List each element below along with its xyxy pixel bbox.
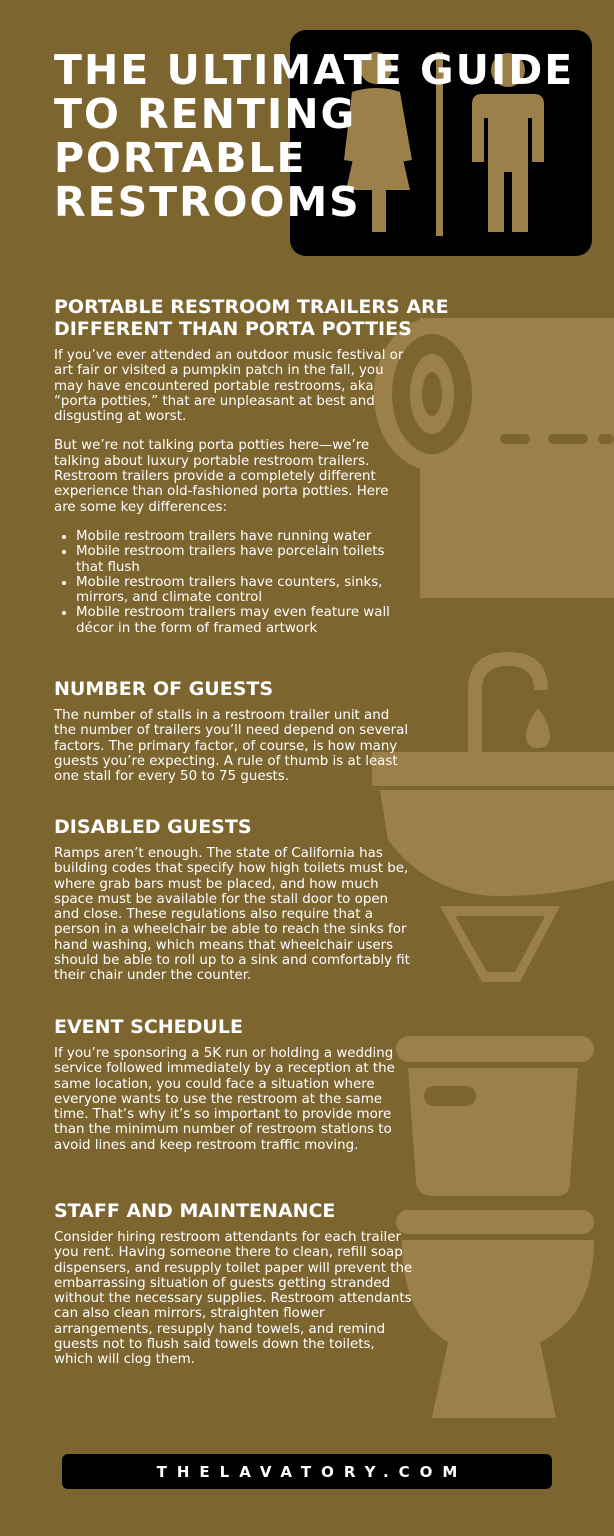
website-url[interactable]: THELAVATORY.COM	[156, 1462, 468, 1481]
section-paragraph: Consider hiring restroom attendants for each trailer you rent. Having someone there to clean, refill soap dispensers, and resupply toilet paper will prevent the embarrassing situation of guests getting stranded without the necessary supplies. Restroom attendants can also clean mirrors, straighten flower arrangements, resupply hand towels, and remind guests not to flush said towels down the toilets, which will clog them.	[54, 1230, 413, 1368]
section-paragraph: If you’re sponsoring a 5K run or holding a wedding service followed immediately by a reception at the same location, you could face a situation where everyone wants to use the restroom at the same time. That’s why it’s so important to provide more than the minimum number of restroom stations to avoid lines and keep restroom traffic moving.	[54, 1046, 395, 1153]
section-disabled-guests	[54, 816, 414, 998]
key-differences-list	[54, 529, 414, 636]
section-staff-and-maintenance	[54, 1200, 414, 1382]
section-heading: STAFF AND MAINTENANCE	[54, 1200, 336, 1222]
section-paragraph: Ramps aren’t enough. The state of California has building codes that specify how high toilets must be, where grab bars must be placed, and how much space must be available for the stall door to open and close. These regulations also require that a person in a wheelchair be able to reach the sinks for hand washing, which means that wheelchair users should be able to roll up to a sink and comfortably fit their chair under the counter.	[54, 846, 410, 984]
page-title: THE ULTIMATE GUIDE TO RENTING PORTABLE RESTROOMS	[54, 46, 575, 226]
section-trailers-vs-porta-potties	[54, 296, 449, 636]
section-paragraph: If you’ve ever attended an outdoor music festival or art fair or visited a pumpkin patch in the fall, you may have encountered portable restrooms, aka “porta potties,” that are unpleasant at best and disgusting at worst.	[54, 348, 404, 425]
website-banner	[62, 1454, 552, 1489]
list-item: • Mobile restroom trailers have porcelain toilets that flush	[76, 544, 414, 575]
section-number-of-guests	[54, 678, 414, 798]
section-event-schedule	[54, 1016, 414, 1167]
section-heading: EVENT SCHEDULE	[54, 1016, 243, 1038]
section-heading: PORTABLE RESTROOM TRAILERS ARE DIFFERENT THAN PORTA POTTIES	[54, 296, 449, 340]
section-heading: DISABLED GUESTS	[54, 816, 252, 838]
list-item: • Mobile restroom trailers have running water	[76, 529, 414, 544]
section-paragraph: The number of stalls in a restroom trailer unit and the number of trailers you’ll need depend on several factors. The primary factor, of course, is how many guests you’re expecting. A rule of thumb is at least one stall for every 50 to 75 guests.	[54, 708, 409, 785]
list-item: • Mobile restroom trailers may even feature wall décor in the form of framed artwork	[76, 605, 414, 636]
section-paragraph: But we’re not talking porta potties here—we’re talking about luxury portable restroom trailers. Restroom trailers provide a completely different experience than old-fashioned porta potties. Here are some key differences:	[54, 438, 389, 515]
section-heading: NUMBER OF GUESTS	[54, 678, 274, 700]
list-item: • Mobile restroom trailers have counters, sinks, mirrors, and climate control	[76, 575, 414, 606]
